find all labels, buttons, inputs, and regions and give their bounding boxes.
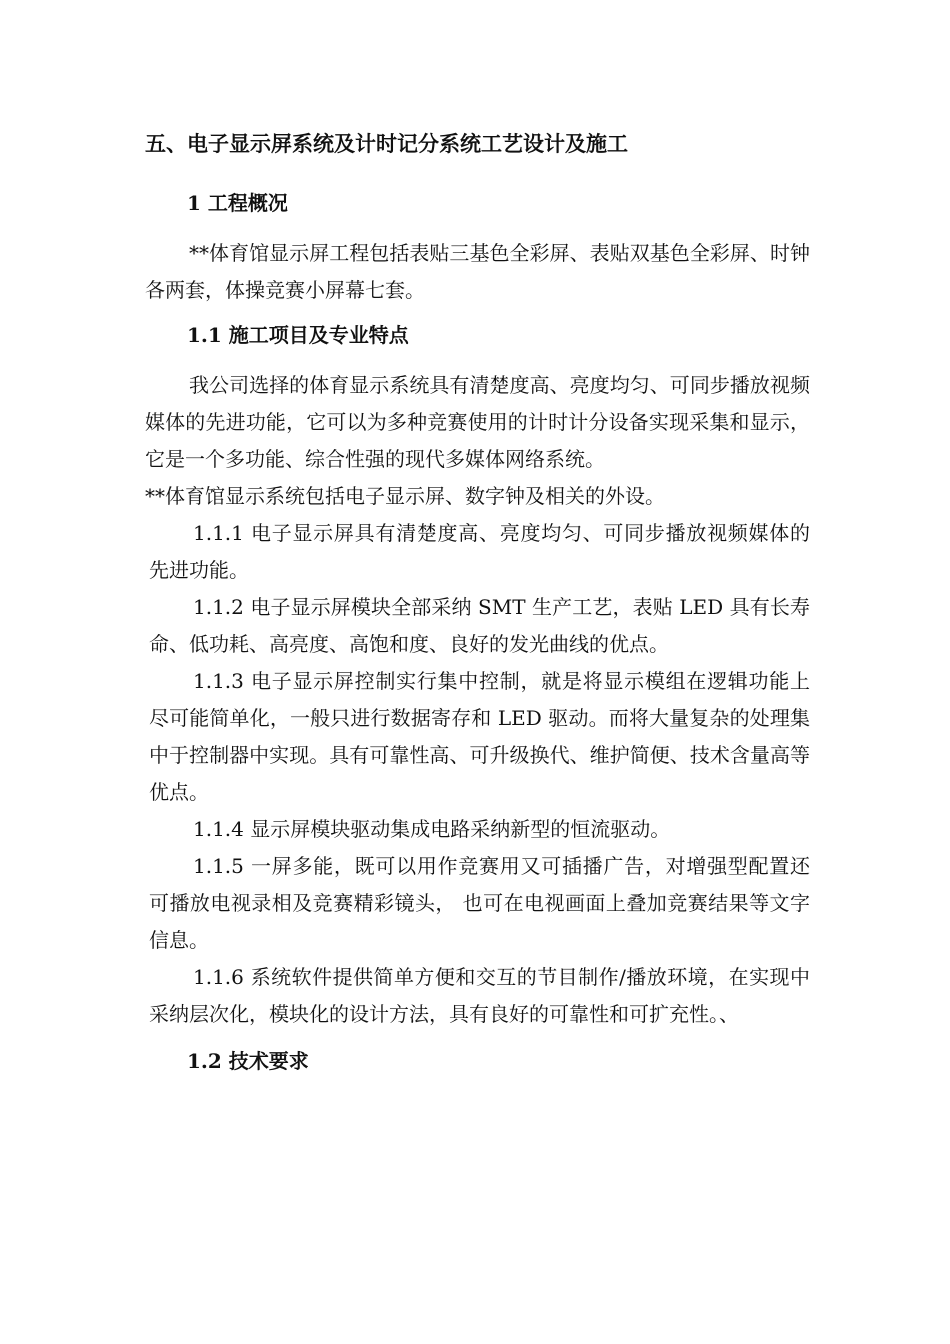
list-item-1-1-6: 1.1.6 系统软件提供简单方便和交互的节目制作/播放环境，在实现中采纳层次化，模块化的设计方法，具有良好的可靠性和可扩充性。、: [149, 965, 810, 1026]
list-item-1-1-3: 1.1.3 电子显示屏控制实行集中控制，就是将显示模组在逻辑功能上尽可能简单化，一般只进行数据寄存和 LED 驱动。而将大量复杂的处理集中于控制器中实现。具有可靠性高、可升级换代、维护简便、技术含量高等优点。: [149, 669, 810, 804]
document-title: 五、电子显示屏系统及计时记分系统工艺设计及施工: [145, 131, 628, 156]
section-heading-1: 1 工程概况: [187, 191, 288, 215]
paragraph-features: 我公司选择的体育显示系统具有清楚度高、亮度均匀、可同步播放视频媒体的先进功能，它可以为多种竞赛使用的计时计分设备实现采集和显示，它是一个多功能、综合性强的现代多媒体网络系统。: [145, 373, 810, 471]
list-item-1-1-5: 1.1.5 一屏多能，既可以用作竞赛用又可插播广告，对增强型配置还可播放电视录相及竞赛精彩镜头， 也可在电视画面上叠加竞赛结果等文字信息。: [149, 854, 810, 952]
section-heading-1-2: 1.2 技术要求: [187, 1049, 309, 1073]
section-heading-1-1: 1.1 施工项目及专业特点: [187, 323, 409, 347]
list-item-1-1-2: 1.1.2 电子显示屏模块全部采纳 SMT 生产工艺，表贴 LED 具有长寿命、低功耗、高亮度、高饱和度、良好的发光曲线的优点。: [149, 595, 810, 656]
document-page: [145, 128, 810, 1077]
list-item-1-1-4: 1.1.4 显示屏模块驱动集成电路采纳新型的恒流驱动。: [193, 817, 671, 841]
paragraph-overview: **体育馆显示屏工程包括表贴三基色全彩屏、表贴双基色全彩屏、时钟各两套，体操竞赛小屏幕七套。: [145, 241, 810, 302]
paragraph-system-components: **体育馆显示系统包括电子显示屏、数字钟及相关的外设。: [145, 484, 665, 508]
list-item-1-1-1: 1.1.1 电子显示屏具有清楚度高、亮度均匀、可同步播放视频媒体的先进功能。: [149, 521, 810, 582]
